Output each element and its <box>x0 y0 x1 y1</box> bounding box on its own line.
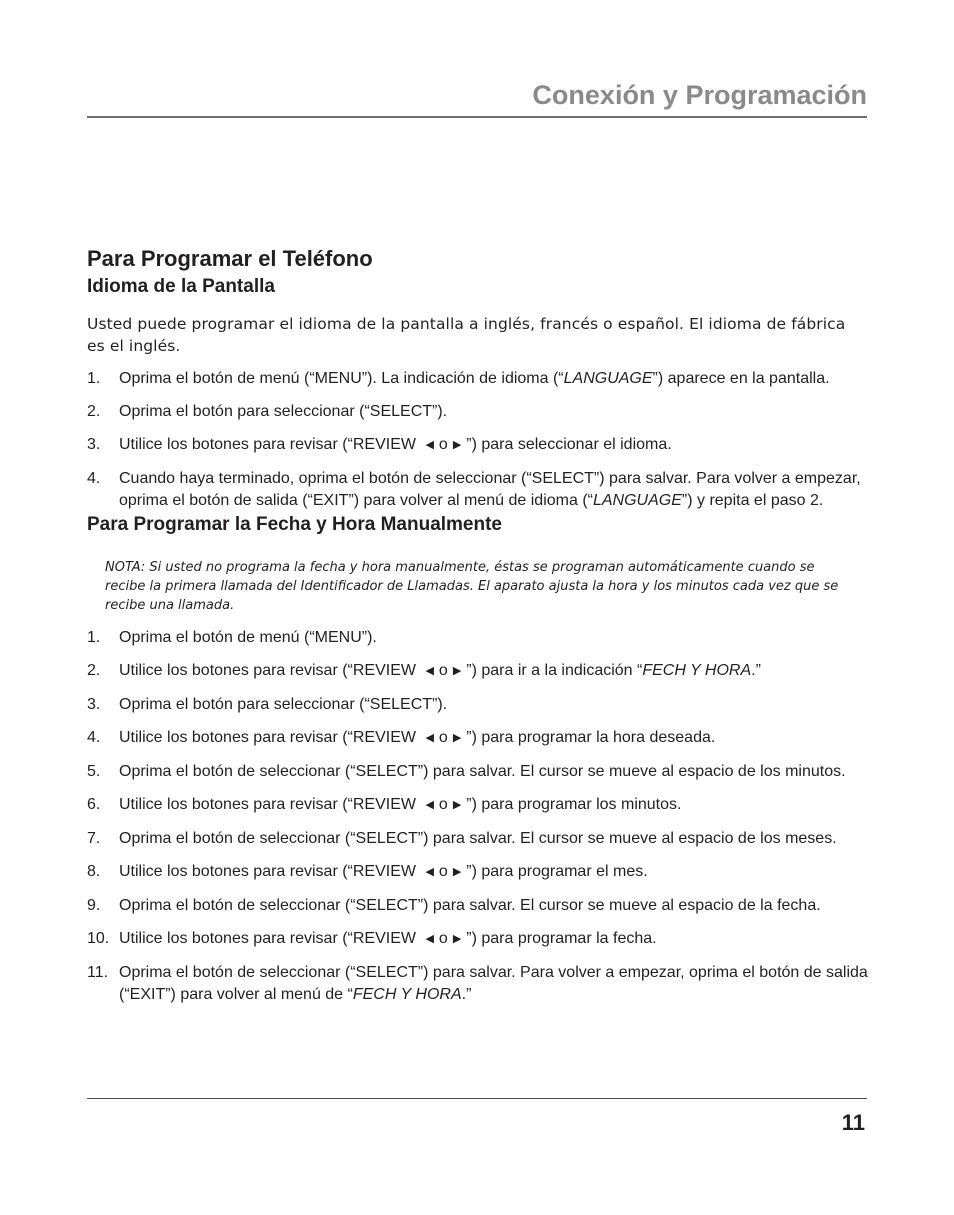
list-item: 1. Oprima el botón de menú (“MENU”). <box>87 627 879 649</box>
fecha-steps <box>87 627 877 1006</box>
step-number: 2. <box>87 403 101 420</box>
step-number: 3. <box>87 436 101 453</box>
step-number: 2. <box>87 662 101 679</box>
main-content <box>87 244 877 1006</box>
header-divider <box>87 116 867 118</box>
left-arrow-icon: ◀ <box>425 799 434 811</box>
idioma-intro: Usted puede programar el idioma de la pantalla a inglés, francés o español. El idioma de fábrica es el inglés. <box>87 315 846 355</box>
list-item: 1. Oprima el botón de menú (“MENU”). La indicación de idioma (“LANGUAGE”) aparece en la pantalla. <box>87 368 879 390</box>
list-item: 5. Oprima el botón de seleccionar (“SELECT”) para salvar. El cursor se mueve al espacio de los minutos. <box>87 761 879 783</box>
list-item: 3. Utilice los botones para revisar (“REVIEW ◀ o ▶ ”) para seleccionar el idioma. <box>87 434 879 457</box>
step-number: 8. <box>87 863 101 880</box>
step-number: 7. <box>87 830 101 847</box>
list-item: 2. Utilice los botones para revisar (“REVIEW ◀ o ▶ ”) para ir a la indicación “FECH Y HORA.” <box>87 660 879 683</box>
left-arrow-icon: ◀ <box>425 866 434 878</box>
list-item: 7. Oprima el botón de seleccionar (“SELECT”) para salvar. El cursor se mueve al espacio de los meses. <box>87 828 879 850</box>
right-arrow-icon: ▶ <box>452 799 462 811</box>
step-number: 1. <box>87 629 101 646</box>
fecha-note: NOTA: Si usted no programa la fecha y hora manualmente, éstas se programan automáticamente cuando se recibe la primera llamada del Identificador de Llamadas. El aparato ajusta la hora y los minutos cada vez que se recibe una llamada. <box>105 560 839 613</box>
step-number: 10. <box>87 930 110 947</box>
list-item: 10. Utilice los botones para revisar (“REVIEW ◀ o ▶ ”) para programar la fecha. <box>87 928 879 951</box>
step-number: 1. <box>87 370 101 387</box>
step-number: 4. <box>87 470 101 487</box>
list-item: 8. Utilice los botones para revisar (“REVIEW ◀ o ▶ ”) para programar el mes. <box>87 861 879 884</box>
right-arrow-icon: ▶ <box>452 665 462 677</box>
list-item: 3. Oprima el botón para seleccionar (“SELECT”). <box>87 694 879 716</box>
idioma-steps <box>87 368 877 512</box>
list-item: 6. Utilice los botones para revisar (“REVIEW ◀ o ▶ ”) para programar los minutos. <box>87 794 879 817</box>
left-arrow-icon: ◀ <box>425 933 434 945</box>
step-number: 11. <box>87 964 109 981</box>
step-number: 4. <box>87 729 101 746</box>
right-arrow-icon: ▶ <box>452 866 462 878</box>
fecha-heading: Para Programar la Fecha y Hora Manualmente <box>87 514 502 535</box>
step-number: 3. <box>87 696 101 713</box>
right-arrow-icon: ▶ <box>452 439 462 451</box>
list-item: 4. Cuando haya terminado, oprima el botón de seleccionar (“SELECT”) para salvar. Para volver a empezar, oprima el botón de salida (“EXIT”) para volver al menú de idioma (“LANGUAGE”) y repita el paso 2. <box>87 470 861 509</box>
list-item: 9. Oprima el botón de seleccionar (“SELECT”) para salvar. El cursor se mueve al espacio de la fecha. <box>87 895 879 917</box>
right-arrow-icon: ▶ <box>452 933 462 945</box>
step-number: 9. <box>87 897 101 914</box>
right-arrow-icon: ▶ <box>452 732 462 744</box>
idioma-heading: Idioma de la Pantalla <box>87 276 275 297</box>
list-item: 11. Oprima el botón de seleccionar (“SELECT”) para salvar. Para volver a empezar, oprima el botón de salida (“EXIT”) para volver al menú de “FECH Y HORA.” <box>87 964 868 1003</box>
left-arrow-icon: ◀ <box>425 665 434 677</box>
list-item: 4. Utilice los botones para revisar (“REVIEW ◀ o ▶ ”) para programar la hora deseada. <box>87 727 879 750</box>
step-number: 5. <box>87 763 101 780</box>
list-item: 2. Oprima el botón para seleccionar (“SELECT”). <box>87 401 879 423</box>
left-arrow-icon: ◀ <box>425 732 434 744</box>
step-number: 6. <box>87 796 101 813</box>
left-arrow-icon: ◀ <box>425 439 434 451</box>
section-title: Para Programar el Teléfono <box>87 246 373 271</box>
footer-divider <box>87 1098 867 1099</box>
page-number: 11 <box>841 1110 865 1135</box>
page-header-title: Conexión y Programación <box>532 80 867 110</box>
